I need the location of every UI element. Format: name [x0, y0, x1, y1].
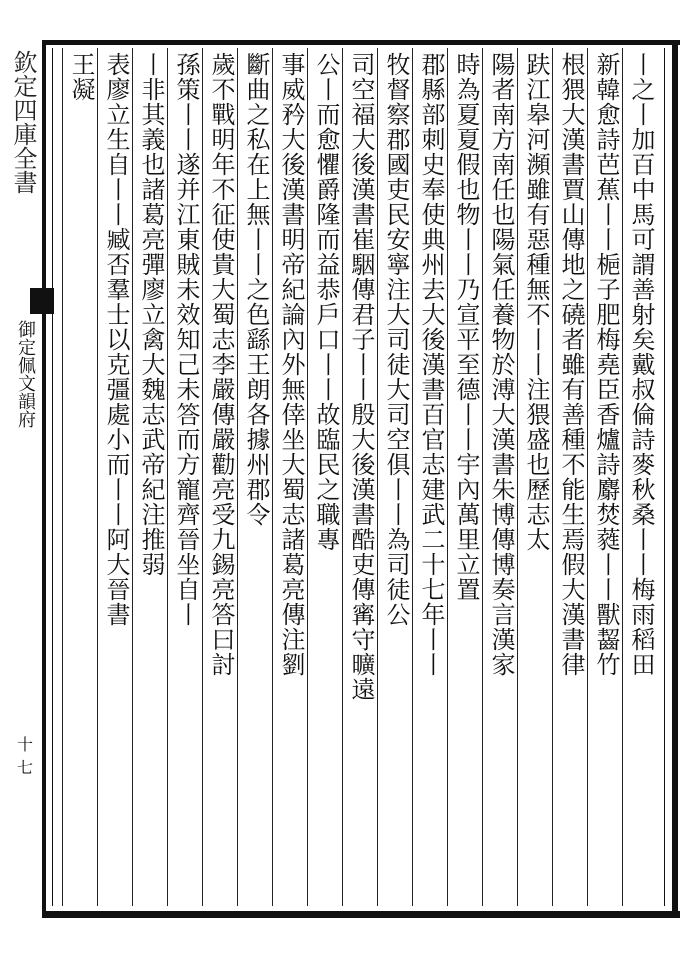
text-column: 王凝 [67, 52, 95, 102]
column-rule [307, 48, 308, 906]
folio-number: 十七 [16, 735, 33, 777]
column-rule [622, 48, 623, 906]
text-column: 丨之丨加百中馬可謂善射矣戴叔倫詩麥秋桑丨丨梅雨稻田 [627, 52, 655, 677]
column-rule [167, 48, 168, 906]
text-column: 表廖立生自丨丨臧否羣士以克彊處小而丨丨阿大晉書 [102, 52, 130, 627]
frame-left-inner-line [52, 48, 53, 906]
column-rule [377, 48, 378, 906]
column-rule [272, 48, 273, 906]
text-column: 公丨而愈懼爵隆而益恭戶口丨丨故臨民之職專 [312, 52, 340, 552]
text-column: 陽者南方南任也陽氣任養物於溥大漢書朱博傳博奏言漢家 [487, 52, 515, 677]
text-column: 時為夏夏假也物丨丨乃宣平至德丨丨宇內萬里立置 [452, 52, 480, 602]
fish-tail-mark [30, 288, 54, 314]
book-title: 欽定四庫全書 [9, 50, 37, 194]
column-rule [62, 48, 63, 906]
sub-title: 御定佩文韻府 [15, 320, 36, 428]
column-rule [237, 48, 238, 906]
text-column: 根猥大漢書賈山傳地之磽者雖有善種不能生焉假大漢書律 [557, 52, 585, 677]
column-rule [552, 48, 553, 906]
column-rule [517, 48, 518, 906]
text-column: 牧督察郡國吏民安寧注大司徒大司空俱丨丨為司徒公 [382, 52, 410, 627]
column-rule [202, 48, 203, 906]
text-column: 斷曲之私在上無丨丨之色繇王朗各據州郡令 [242, 52, 270, 527]
frame-right-border [672, 40, 678, 918]
frame-top-border [44, 40, 680, 45]
text-column: 司空福大後漢書崔駰傳君子丨丨殷大後漢書酷吏傳寗守曠遠 [347, 52, 375, 702]
text-column: 孫策丨丨遂并江東賊未效知己未答而方寵齊晉坐自丨 [172, 52, 200, 627]
frame-bottom-border [44, 911, 680, 918]
frame-left-border [42, 40, 46, 918]
column-rule [132, 48, 133, 906]
column-rule [412, 48, 413, 906]
frame-right-inner-line [664, 48, 665, 906]
text-column: 丨非其義也諸葛亮彈廖立禽大魏志武帝紀注推弱 [137, 52, 165, 577]
column-rule [587, 48, 588, 906]
text-column: 趺江皋河瀕雖有惡種無不丨丨注猥盛也歷志太 [522, 52, 550, 552]
column-rule [482, 48, 483, 906]
text-column: 郡縣部刺史奉使典州去大後漢書百官志建武二十七年丨丨 [417, 52, 445, 677]
column-rule [447, 48, 448, 906]
text-column: 事威矜大後漢書明帝紀論內外無倖坐大蜀志諸葛亮傳注劉 [277, 52, 305, 677]
text-column: 歲不戰明年不征使貴大蜀志李嚴傳嚴勸亮受九錫亮答曰討 [207, 52, 235, 677]
column-rule [342, 48, 343, 906]
column-rule [97, 48, 98, 906]
text-column: 新韓愈詩芭蕉丨丨梔子肥梅堯臣香爐詩麝焚蕤丨丨獸齧竹 [592, 52, 620, 677]
